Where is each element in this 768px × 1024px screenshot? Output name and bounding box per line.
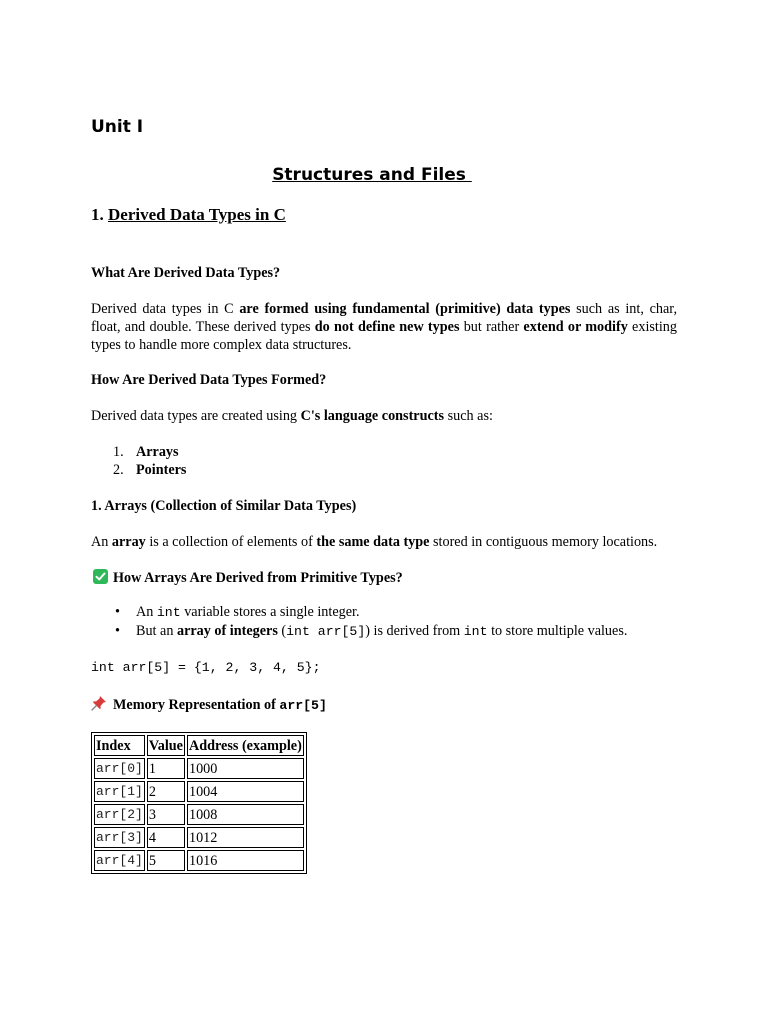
table-row: [94, 781, 304, 802]
how-formed-heading: How Are Derived Data Types Formed?: [91, 372, 327, 388]
table-row: [94, 804, 304, 825]
index-cell: arr[4]: [94, 850, 145, 871]
address-cell: 1012: [187, 827, 304, 848]
section-heading: [91, 205, 286, 225]
definition-paragraph: Derived data types in C are formed using fundamental (primitive) data types such as int, char, float, and double. These derived types do not define new types but rather extend or modify existing types to handle more complex data structures.: [91, 301, 677, 353]
address-cell: 1000: [187, 758, 304, 779]
table-row: [94, 758, 304, 779]
address-cell: 1004: [187, 781, 304, 802]
derived-arrays-heading: How Arrays Are Derived from Primitive Types?: [91, 569, 677, 587]
value-cell: 5: [147, 850, 185, 871]
list-item: 2. Pointers: [113, 462, 187, 478]
index-cell: arr[2]: [94, 804, 145, 825]
address-cell: 1016: [187, 850, 304, 871]
section-number: 1.: [91, 205, 104, 224]
what-heading: What Are Derived Data Types?: [91, 265, 281, 281]
table-header-row: [94, 735, 304, 756]
array-bullets: [91, 603, 677, 641]
derived-types-list: [91, 443, 677, 479]
document-title: Structures and Files: [272, 165, 472, 185]
arrays-heading: 1. Arrays (Collection of Similar Data Types): [91, 498, 357, 514]
bullet-icon: •: [115, 604, 120, 620]
list-item: • An int variable stores a single integer.: [115, 604, 360, 620]
unit-title: Unit I: [91, 117, 144, 137]
column-header: Value: [147, 735, 185, 756]
column-header: Index: [94, 735, 145, 756]
list-item: • But an array of integers (int arr[5]) is derived from int to store multiple values.: [115, 623, 628, 639]
memory-heading: Memory Representation of arr[5]: [91, 695, 677, 715]
index-cell: arr[1]: [94, 781, 145, 802]
value-cell: 2: [147, 781, 185, 802]
index-cell: arr[0]: [94, 758, 145, 779]
value-cell: 1: [147, 758, 185, 779]
table-row: [94, 850, 304, 871]
constructs-paragraph: Derived data types are created using C's language constructs such as:: [91, 408, 493, 424]
pushpin-icon: [91, 695, 107, 711]
memory-table: [91, 732, 307, 874]
section-title: Derived Data Types in C: [108, 205, 286, 224]
list-item: 1. Arrays: [113, 444, 179, 460]
index-cell: arr[3]: [94, 827, 145, 848]
column-header: Address (example): [187, 735, 304, 756]
document-body: [91, 264, 677, 874]
table-row: [94, 827, 304, 848]
address-cell: 1008: [187, 804, 304, 825]
value-cell: 4: [147, 827, 185, 848]
bullet-icon: •: [115, 623, 120, 639]
array-definition: An array is a collection of elements of the same data type stored in contiguous memory locations.: [91, 534, 658, 550]
code-snippet: int arr[5] = {1, 2, 3, 4, 5};: [91, 660, 321, 675]
check-mark-icon: [93, 569, 108, 584]
value-cell: 3: [147, 804, 185, 825]
